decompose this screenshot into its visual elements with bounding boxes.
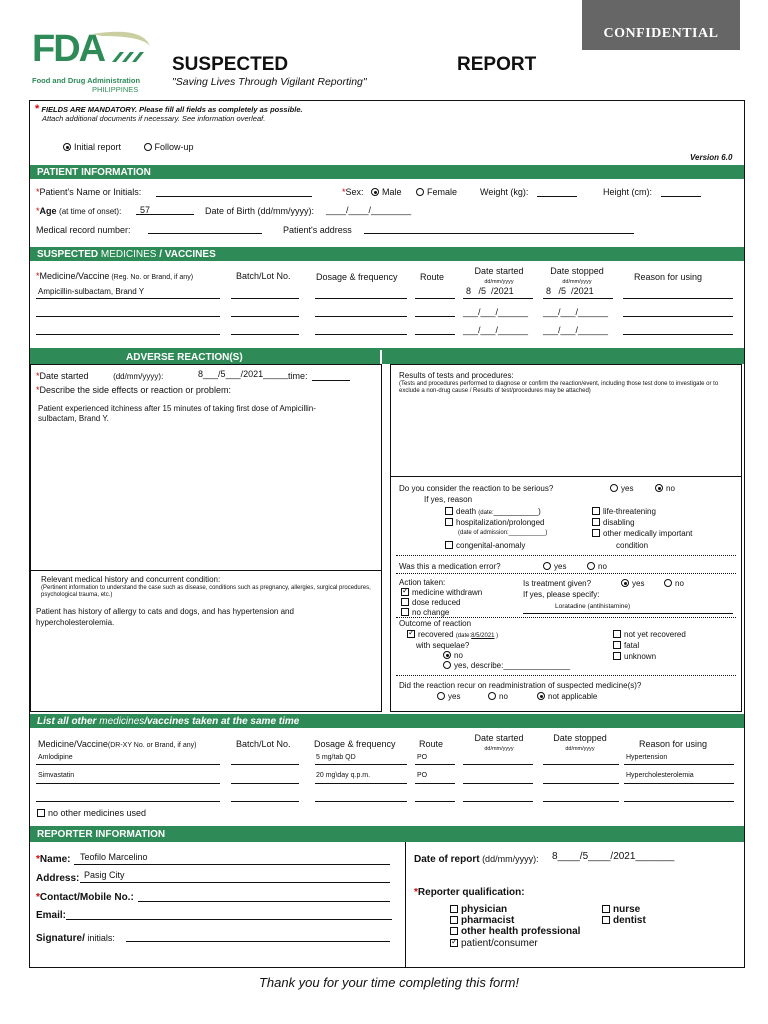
fatal-checkbox[interactable]: fatal [613, 641, 639, 650]
not-recovered-checkbox[interactable]: not yet recovered [613, 630, 686, 639]
history-value[interactable]: Patient has history of allergy to cats and dogs, and has hypertension and hypercholesterolemia. [36, 607, 294, 627]
outcome-label: Outcome of reaction [399, 619, 472, 628]
col-reason: Reason for using [634, 272, 703, 282]
mrn-field[interactable] [148, 233, 262, 234]
other-med-dosage[interactable]: 5 mg/tab QD [316, 754, 356, 761]
female-radio[interactable]: Female [416, 187, 457, 197]
weight-field[interactable] [537, 196, 577, 197]
fda-logo-country: PHILIPPINES [92, 85, 139, 94]
age-value[interactable]: 57 [140, 205, 151, 215]
dentist-checkbox[interactable]: dentist [602, 915, 646, 926]
col-batch: Batch/Lot No. [236, 271, 291, 281]
initial-report-radio[interactable]: Initial report [63, 142, 121, 152]
suspected-stop-date-1[interactable]: 8 /5 /2021 [546, 286, 594, 296]
med-error-question: Was this a medication error? [399, 562, 501, 571]
pharmacist-checkbox[interactable]: pharmacist [450, 915, 514, 926]
no-other-meds-checkbox[interactable]: no other medicines used [37, 808, 146, 818]
height-field[interactable] [661, 196, 701, 197]
col-dosage: Dosage & frequency [316, 272, 398, 282]
adverse-right-divider-5 [396, 675, 736, 676]
other-col-medicine: Medicine/Vaccine(DR-XY No. or Brand, if any) [38, 739, 197, 749]
weight-label: Weight (kg): [480, 187, 529, 197]
col-medicine: *Medicine/Vaccine (Reg. No. or Brand, if any) [36, 271, 194, 281]
sex-label: *Sex: [342, 187, 364, 197]
recur-na-radio[interactable]: not applicable [537, 692, 597, 701]
adverse-header-inner: ADVERSE REACTION(S) [36, 350, 382, 364]
disabling-checkbox[interactable]: disabling [592, 518, 635, 527]
death-checkbox[interactable]: death (date:__________) [445, 507, 541, 516]
mandatory-notice: * FIELDS ARE MANDATORY. Please fill all fields as completely as possible. Attach additional documents if necessary. See information overleaf. [35, 103, 303, 123]
reaction-date-label: *Date started (dd/mm/yyyy): [36, 371, 164, 381]
fda-logo-text: FDA [32, 28, 105, 70]
reporter-section-header: REPORTER INFORMATION [30, 826, 744, 842]
title-right: REPORT [457, 54, 537, 75]
patient-name-field[interactable] [156, 196, 312, 197]
address-label: Patient's address [283, 225, 352, 235]
col-started: Date started dd/mm/yyyy [474, 266, 524, 285]
treatment-field [523, 613, 733, 614]
report-type [63, 142, 194, 152]
title-left: SUSPECTED [172, 54, 289, 75]
dob-label: Date of Birth (dd/mm/yyyy): [205, 206, 315, 216]
other-col-route: Route [419, 739, 444, 749]
treatment-yes-radio[interactable]: yes [621, 579, 644, 588]
other-col-reason: Reason for using [639, 739, 708, 749]
suspected-medicine-1[interactable]: Ampicillin-sulbactam, Brand Y [38, 287, 145, 296]
other-important-checkbox[interactable]: other medically important [592, 529, 692, 538]
if-yes-reason: If yes, reason [424, 495, 473, 504]
reporter-email-label: Email: [36, 910, 67, 921]
no-change-checkbox[interactable]: no change [401, 608, 449, 617]
mrn-label: Medical record number: [36, 225, 131, 235]
dob-field[interactable]: ____/____/________ [326, 205, 412, 215]
fda-logo-subtitle: Food and Drug Administration [32, 76, 141, 85]
condition-label: condition [616, 541, 649, 550]
tests-label: Results of tests and procedures: [399, 371, 514, 380]
other-med-route[interactable]: PO [417, 754, 428, 761]
other-meds-section-header: List all other medicines/vaccines taken at the same time [30, 714, 744, 728]
adverse-right-divider-1 [390, 476, 742, 477]
treatment-specify-label: If yes, please specify: [523, 590, 600, 599]
other-med-row[interactable]: Simvastatin [38, 772, 75, 779]
adverse-right-divider-2 [396, 555, 736, 556]
other-col-stopped: Date stopped dd/mm/yyyy [553, 733, 607, 752]
other-col-started: Date started dd/mm/yyyy [474, 733, 524, 752]
other-med-route[interactable]: PO [417, 772, 428, 779]
version: Version 6.0 [690, 153, 733, 162]
patient-consumer-checkbox[interactable]: ✓patient/consumer [450, 938, 538, 949]
age-label: *Age (at time of onset): [36, 206, 122, 216]
withdrawn-checkbox[interactable]: ✓medicine withdrawn [401, 588, 482, 597]
sequelae-no-radio[interactable]: no [443, 651, 463, 660]
unknown-checkbox[interactable]: unknown [613, 652, 656, 661]
suspected-section-header: SUSPECTED MEDICINES / VACCINES [30, 247, 744, 261]
other-med-row[interactable]: Amlodipine [38, 754, 73, 761]
height-label: Height (cm): [603, 187, 653, 197]
hospitalization-checkbox[interactable]: hospitalization/prolonged [445, 518, 545, 527]
other-med-reason[interactable]: Hypercholesterolemia [626, 772, 694, 779]
fda-logo [32, 28, 154, 96]
other-col-batch: Batch/Lot No. [236, 739, 291, 749]
follow-up-radio[interactable]: Follow-up [144, 142, 194, 152]
report-date-value[interactable]: 8____/5____/2021_______ [552, 851, 675, 862]
life-threatening-checkbox[interactable]: life-threatening [592, 507, 656, 516]
tagline: "Saving Lives Through Vigilant Reporting" [172, 76, 367, 88]
reporter-name-field [74, 864, 390, 865]
congenital-checkbox[interactable]: congenital-anomaly [445, 541, 525, 550]
address-field[interactable] [364, 233, 634, 234]
age-field [136, 214, 194, 215]
reporter-signature-label: Signature/ initials: [36, 933, 115, 944]
other-med-reason[interactable]: Hypertension [626, 754, 668, 761]
reporter-email-field[interactable] [66, 919, 392, 920]
sequelae-yes-radio[interactable]: yes, describe:_______________ [443, 661, 570, 670]
reporter-address-value[interactable]: Pasig City [84, 870, 125, 880]
history-label: Relevant medical history and concurrent condition: [41, 575, 221, 584]
thanks-footer: Thank you for your time completing this form! [258, 975, 520, 990]
tests-hint: (Tests and procedures performed to diagnose or confirm the reaction/event, including those test done to investigate or to exclude a non-drug cause / Results of test/procedures may be attached) [399, 381, 719, 394]
serious-yes-radio[interactable]: yes [610, 484, 633, 493]
serious-question: Do you consider the reaction to be serious? [399, 484, 554, 493]
patient-section-header: PATIENT INFORMATION [30, 165, 744, 179]
reporter-name-value[interactable]: Teofilo Marcelino [80, 852, 148, 862]
reaction-date-value[interactable]: 8___/5___/2021_____ [198, 369, 289, 379]
recur-yes-radio[interactable]: yes [437, 692, 460, 701]
other-med-dosage[interactable]: 20 mg\day q.p.m. [316, 772, 371, 779]
other-col-dosage: Dosage & frequency [314, 739, 396, 749]
med-error-yes-radio[interactable]: yes [543, 562, 566, 571]
recur-no-radio[interactable]: no [488, 692, 508, 701]
adverse-left-divider [30, 570, 382, 571]
reporter-signature-field[interactable] [126, 941, 390, 942]
recur-question: Did the reaction recur on readministration of suspected medicine(s)? [399, 681, 642, 690]
nurse-checkbox[interactable]: nurse [602, 904, 640, 915]
reporter-address-field [80, 882, 390, 883]
patient-name-label: *Patient's Name or Initials: [36, 187, 142, 197]
reaction-time-label: time: [288, 371, 308, 381]
reaction-time-field[interactable] [312, 380, 350, 381]
adverse-right-divider-3 [396, 573, 736, 574]
report-date-label: Date of report (dd/mm/yyyy): [414, 854, 539, 865]
reporter-name-label: *Name: [36, 854, 71, 865]
reporter-divider [405, 842, 406, 967]
med-error-no-radio[interactable]: no [587, 562, 607, 571]
other-hp-checkbox[interactable]: other health professional [450, 926, 580, 937]
qualification-label: *Reporter qualification: [414, 887, 525, 898]
treatment-no-radio[interactable]: no [664, 579, 684, 588]
treatment-question: Is treatment given? [523, 579, 592, 588]
reporter-contact-label: *Contact/Mobile No.: [36, 892, 134, 903]
describe-label: *Describe the side effects or reaction or problem: [36, 385, 231, 395]
dose-reduced-checkbox[interactable]: dose reduced [401, 598, 460, 607]
reporter-address-label: Address: [36, 873, 80, 884]
col-stopped: Date stopped dd/mm/yyyy [550, 266, 604, 285]
history-hint: (Pertinent information to understand the case such as disease, conditions such as pregnancy, allergies, surgical procedures, psychological trauma, etc.) [41, 585, 371, 598]
confidential-badge: CONFIDENTIAL [582, 0, 740, 50]
sequelae-label: with sequelae? [416, 641, 470, 650]
col-route: Route [420, 272, 445, 282]
suspected-start-date-1[interactable]: 8 /5 /2021 [466, 286, 514, 296]
treatment-value[interactable]: Loratadine (antihistamine) [555, 603, 631, 610]
reaction-description[interactable]: Patient experienced itchiness after 15 minutes of taking first dose of Ampicillin-sulbactam, Brand Y. [38, 404, 316, 423]
action-taken-label: Action taken: [399, 578, 446, 587]
serious-no-radio[interactable]: no [655, 484, 675, 493]
admission-date-hint: (date of admission:___________) [458, 530, 548, 536]
recovered-checkbox[interactable]: ✓recovered (date:8/5/2021 ) [407, 630, 498, 639]
reporter-contact-field[interactable] [138, 901, 390, 902]
physician-checkbox[interactable]: physician [450, 904, 507, 915]
adverse-right-divider-4 [396, 617, 736, 618]
male-radio[interactable]: Male [371, 187, 402, 197]
